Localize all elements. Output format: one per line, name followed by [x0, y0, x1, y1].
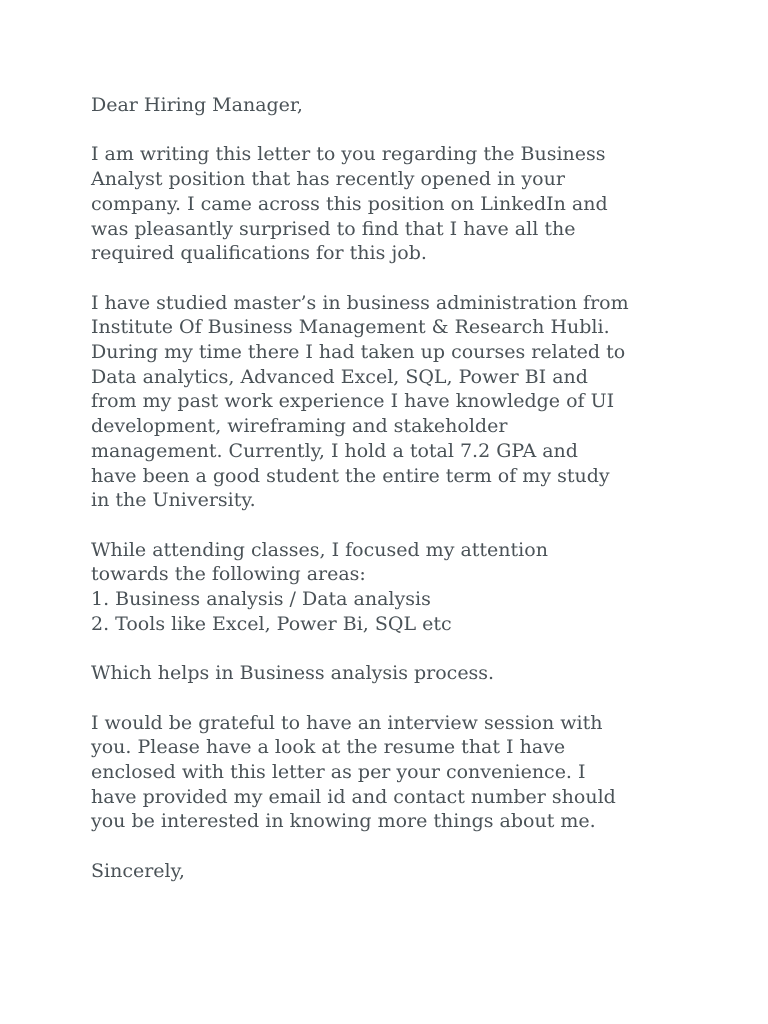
signoff: Sincerely, [91, 859, 185, 882]
focus-intro-line: While attending classes, I focused my attention [91, 538, 548, 561]
paragraph-closing: I would be grateful to have an interview session with you. Please have a look at the resume that I have enclosed with this letter as per your convenience. I have provided my email id and contact number should you be interested in knowing more things about me. [91, 711, 616, 833]
focus-list-item: 1. Business analysis / Data analysis [91, 588, 431, 611]
focus-list-item: 2. Tools like Excel, Power Bi, SQL etc [91, 612, 452, 635]
focus-intro-line: towards the following areas: [91, 563, 366, 586]
process-note: Which helps in Business analysis process. [91, 662, 495, 685]
paragraph-position-intro: I am writing this letter to you regarding the Business Analyst position that has recently opened in your company. I came across this position on LinkedIn and was pleasantly surprised to find that I have all the required qualifications for this job. [91, 143, 608, 265]
cover-letter [91, 93, 711, 908]
salutation: Dear Hiring Manager, [91, 94, 303, 116]
paragraph-education: I have studied master’s in business administration from Institute Of Business Management & Research Hubli. During my time there I had taken up courses related to Data analytics, Advanced Excel, SQL, Power BI and from my past work experience I have knowledge of UI development, wireframing and stakeholder management. Currently, I hold a total 7.2 GPA and have been a good student the entire term of my study in the University. [91, 291, 629, 512]
focus-areas-block [91, 538, 711, 637]
